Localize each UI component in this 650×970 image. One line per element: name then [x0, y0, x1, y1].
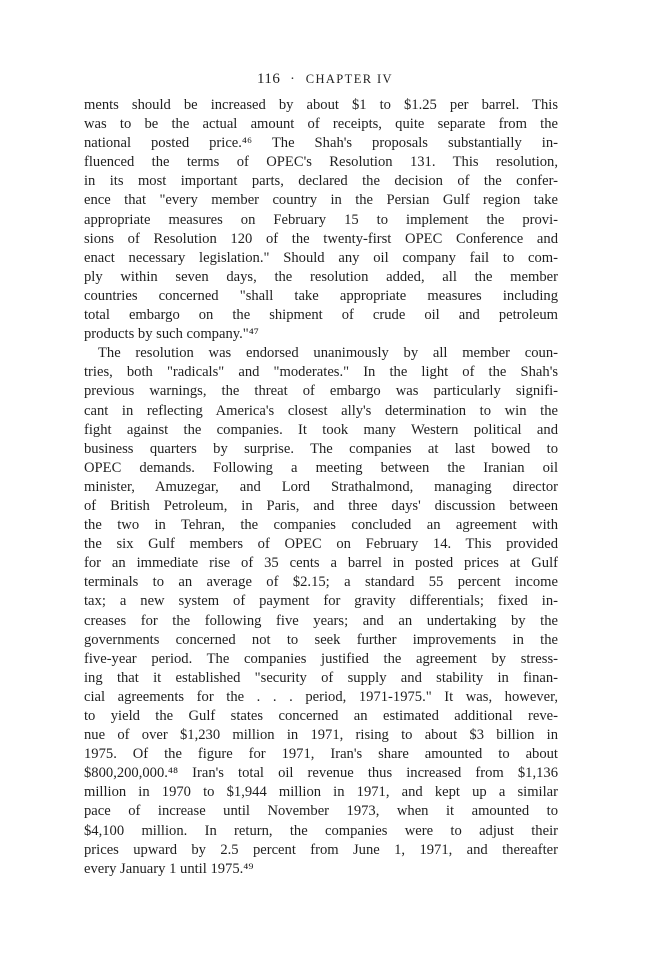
- text-line: terminals to an average of $2.15; a standard 55 percent income: [84, 574, 558, 591]
- text-line: minister, Amuzegar, and Lord Strathalmond, managing director: [84, 478, 558, 495]
- text-line: countries concerned "shall take appropriate measures including: [84, 287, 558, 304]
- text-line: the two in Tehran, the companies concluded an agreement with: [84, 517, 558, 534]
- text-line: $4,100 million. In return, the companies were to adjust their: [84, 822, 558, 839]
- text-line: $800,200,000.⁴⁸ Iran's total oil revenue thus increased from $1,136: [84, 765, 558, 782]
- text-line: million in 1970 to $1,944 million in 1971, and kept up a similar: [84, 784, 558, 801]
- text-line: five-year period. The companies justified the agreement by stress-: [84, 650, 558, 667]
- text-line: enact necessary legislation." Should any oil company fail to com-: [84, 249, 558, 266]
- running-header: [0, 70, 650, 89]
- text-line: total embargo on the shipment of crude oil and petroleum: [84, 307, 558, 324]
- text-line: fight against the companies. It took many Western political and: [84, 421, 558, 438]
- text-line: the six Gulf members of OPEC on February 14. This provided: [84, 536, 558, 553]
- text-line: previous warnings, the threat of embargo was particularly signifi-: [84, 383, 558, 400]
- text-line: tax; a new system of payment for gravity differentials; fixed in-: [84, 593, 558, 610]
- text-line: OPEC demands. Following a meeting between the Iranian oil: [84, 459, 558, 476]
- text-line: business quarters by surprise. The companies at last bowed to: [84, 440, 558, 457]
- text-line: 1975. Of the figure for 1971, Iran's share amounted to about: [84, 746, 558, 763]
- text-line: was to be the actual amount of receipts, quite separate from the: [84, 116, 558, 133]
- text-line: fluenced the terms of OPEC's Resolution 131. This resolution,: [84, 154, 558, 171]
- text-line: nue of over $1,230 million in 1971, rising to about $3 billion in: [84, 727, 558, 744]
- text-line: The resolution was endorsed unanimously by all member coun-: [98, 345, 558, 362]
- text-line: tries, both "radicals" and "moderates." In the light of the Shah's: [84, 364, 558, 381]
- header-separator: ·: [290, 72, 297, 87]
- text-line: creases for the following five years; and an undertaking by the: [84, 612, 558, 629]
- text-line: ence that "every member country in the Persian Gulf region take: [84, 192, 558, 209]
- text-line: cial agreements for the . . . period, 1971-1975." It was, however,: [84, 688, 558, 705]
- text-line: prices upward by 2.5 percent from June 1, 1971, and thereafter: [84, 841, 558, 858]
- text-line: cant in reflecting America's closest ally's determination to win the: [84, 402, 558, 419]
- text-line: ments should be increased by about $1 to $1.25 per barrel. This: [84, 97, 558, 113]
- text-line: of British Petroleum, in Paris, and three days' discussion between: [84, 497, 558, 514]
- text-line: to yield the Gulf states concerned an estimated additional reve-: [84, 708, 558, 724]
- text-line: pace of increase until November 1973, when it amounted to: [84, 803, 558, 820]
- chapter-title: CHAPTER IV: [305, 72, 393, 86]
- paragraph: [84, 96, 558, 344]
- text-line: governments concerned not to seek further improvements in the: [84, 631, 558, 648]
- paragraph: [84, 344, 558, 879]
- text-line: ply within seven days, the resolution added, all the member: [84, 268, 558, 285]
- text-line: sions of Resolution 120 of the twenty-first OPEC Conference and: [84, 230, 558, 247]
- text-line: every January 1 until 1975.⁴⁹: [84, 860, 254, 877]
- text-line: national posted price.⁴⁶ The Shah's proposals substantially in-: [84, 135, 558, 152]
- page-number: 116: [256, 71, 281, 87]
- text-line: ing that it established "security of supply and stability in finan-: [84, 669, 558, 686]
- body-text: [84, 96, 558, 879]
- text-line: products by such company."⁴⁷: [84, 326, 259, 343]
- text-line: for an immediate rise of 35 cents a barrel in posted prices at Gulf: [84, 555, 558, 572]
- text-line: appropriate measures on February 15 to implement the provi-: [84, 211, 558, 228]
- text-line: in its most important parts, declared the decision of the confer-: [84, 173, 558, 190]
